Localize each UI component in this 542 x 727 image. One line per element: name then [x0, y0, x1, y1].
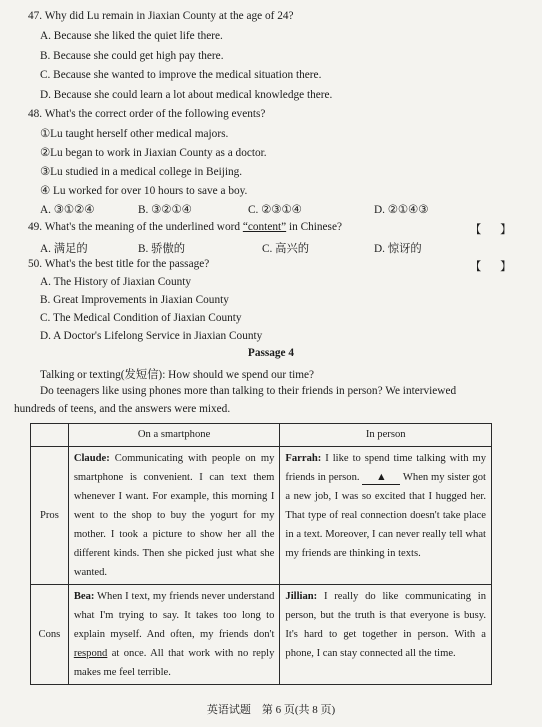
question-49-choice-d: D. 惊讶的: [374, 243, 422, 255]
question-50-answer-bracket[interactable]: 【 】: [470, 261, 520, 273]
question-49-choice-b: B. 骄傲的: [138, 243, 186, 255]
speaker-farrah: Farrah:: [285, 453, 322, 464]
bea-text-2: at once. All that work with no reply makes me feel terrible.: [73, 648, 275, 678]
question-48-choice-b: B. ③②①④: [138, 204, 192, 216]
question-48-choice-a: A. ③①②④: [40, 204, 95, 216]
table-row-pros: [31, 447, 492, 585]
question-47-option-c: C. Because she wanted to improve the medical situation there.: [40, 69, 322, 81]
table-header-row: [31, 424, 492, 447]
cell-jillian: [280, 585, 492, 685]
question-49-choice-a: A. 满足的: [40, 243, 88, 255]
passage-4-title: Passage 4: [247, 347, 295, 359]
question-49-stem-word: “content”: [242, 221, 287, 233]
speaker-bea: Bea:: [73, 591, 95, 602]
farrah-text-1: I like to spend time talking with my friends in person.: [285, 453, 486, 483]
question-47-option-d: D. Because she could learn a lot about medical knowledge there.: [40, 89, 333, 101]
question-49-choice-c: C. 高兴的: [262, 243, 310, 255]
question-49-answer-bracket[interactable]: 【 】: [470, 224, 520, 236]
cell-claude: [68, 447, 280, 585]
question-48-event-4: ④ Lu worked for over 10 hours to save a boy.: [40, 185, 248, 197]
question-49-stem-before: 49. What's the meaning of the underlined word: [28, 221, 243, 233]
bea-text-1: When I text, my friends never understand what I'm trying to say. It takes too long to explain myself. And often, my friends don't: [73, 591, 275, 640]
question-50-option-b: B. Great Improvements in Jiaxian County: [40, 294, 229, 306]
question-50-option-a: A. The History of Jiaxian County: [40, 276, 192, 288]
question-48-event-2: ②Lu began to work in Jiaxian County as a doctor.: [40, 147, 267, 159]
question-49-stem: [28, 221, 342, 233]
question-47-stem: 47. Why did Lu remain in Jiaxian County at the age of 24?: [28, 10, 294, 22]
question-50-option-d: D. A Doctor's Lifelong Service in Jiaxian County: [40, 330, 263, 342]
question-47-option-a: A. Because she liked the quiet life there.: [40, 30, 223, 42]
table-corner-cell: [31, 424, 69, 447]
pros-cons-table: [30, 423, 492, 685]
cell-bea: [68, 585, 280, 685]
question-50-option-c: C. The Medical Condition of Jiaxian County: [40, 312, 242, 324]
question-48-event-1: ①Lu taught herself other medical majors.: [40, 128, 229, 140]
passage-4-subtitle: Talking or texting(发短信): How should we spend our time?: [40, 369, 315, 381]
question-49-stem-after: in Chinese?: [286, 221, 342, 233]
passage-4-intro-line-1: Do teenagers like using phones more than talking to their friends in person? We interviewed: [40, 385, 457, 397]
bea-underlined-word: respond: [73, 648, 108, 659]
question-48-event-3: ③Lu studied in a medical college in Beijing.: [40, 166, 243, 178]
header-on-a-smartphone: On a smartphone: [68, 424, 280, 447]
farrah-text-2: When my sister got a new job, I was so excited that I hugged her. That type of real connection doesn't take place in a text. Moreover, I can never really tell what my friends are thinking in texts.: [285, 472, 486, 559]
question-47-option-b: B. Because she could get high pay there.: [40, 50, 224, 62]
claude-text: Communicating with people on my smartphone is convenient. I can text them whenever I want. For example, this morning I went to the shop to buy the yogurt for my mother. I took a picture to show her all the different kinds. Then she picked just what she wanted.: [73, 453, 275, 578]
passage-4-intro-line-2: hundreds of teens, and the answers were mixed.: [14, 403, 231, 415]
page-footer: 英语试题 第 6 页(共 8 页): [206, 704, 336, 716]
jillian-text: I really do like communicating in person, but the truth is that everyone is busy. It's hard to get together in person. With a phone, I can stay connected all the time.: [285, 591, 486, 659]
speaker-jillian: Jillian:: [285, 591, 318, 602]
row-label-cons: Cons: [31, 585, 69, 685]
question-48-stem: 48. What's the correct order of the following events?: [28, 108, 266, 120]
table-row-cons: [31, 585, 492, 685]
question-48-choice-c: C. ②③①④: [248, 204, 302, 216]
farrah-answer-blank[interactable]: ▲: [362, 472, 400, 485]
row-label-pros: Pros: [31, 447, 69, 585]
speaker-claude: Claude:: [73, 453, 110, 464]
question-50-stem: 50. What's the best title for the passage?: [28, 258, 210, 270]
header-in-person: In person: [280, 424, 492, 447]
question-48-choice-d: D. ②①④③: [374, 204, 429, 216]
cell-farrah: [280, 447, 492, 585]
